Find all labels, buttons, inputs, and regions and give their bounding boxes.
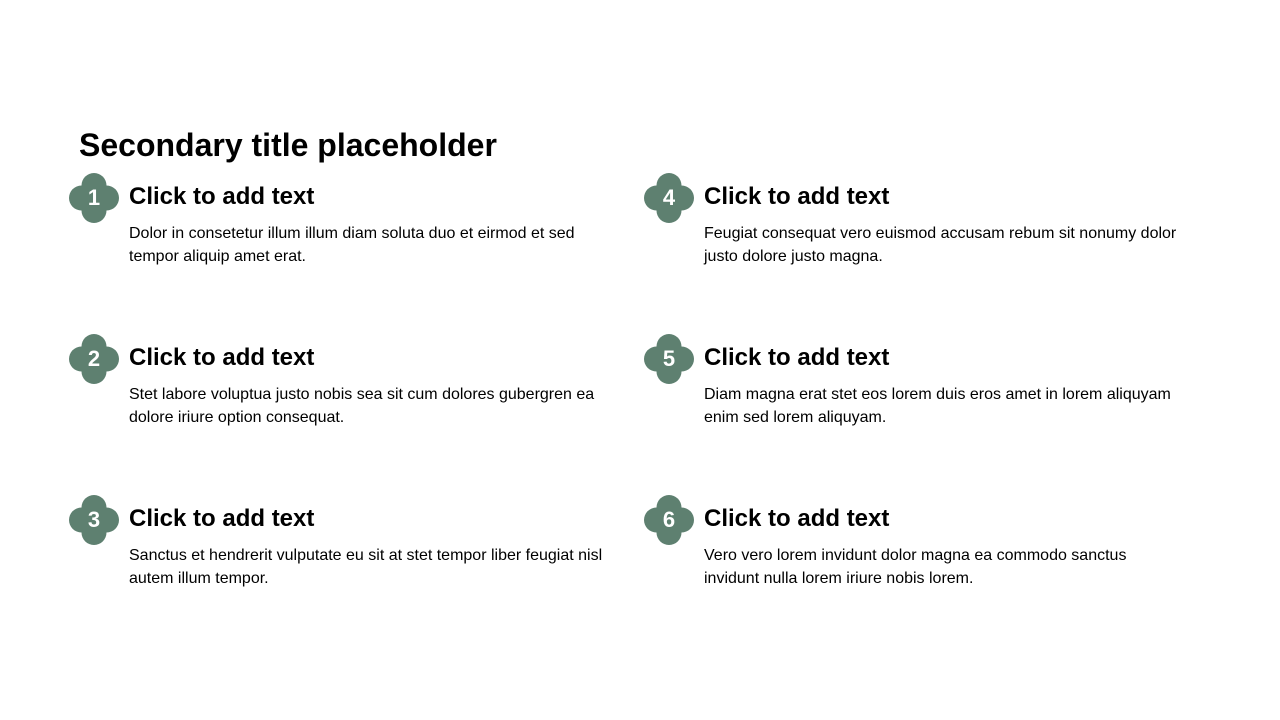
- badge-number: 3: [87, 507, 101, 532]
- item-heading[interactable]: Click to add text: [704, 505, 890, 532]
- item-heading[interactable]: Click to add text: [129, 505, 315, 532]
- list-item-2: [69, 334, 595, 444]
- list-item-4: [644, 173, 1177, 283]
- list-item-6: [644, 495, 1144, 605]
- item-body[interactable]: Sanctus et hendrerit vulputate eu sit at stet tempor liber feugiat nisl autem illum tempor.: [129, 547, 603, 587]
- item-heading[interactable]: Click to add text: [704, 183, 890, 210]
- badge-number: 2: [87, 346, 101, 371]
- list-item-5: [644, 334, 1171, 444]
- item-body[interactable]: Diam magna erat stet eos lorem duis eros amet in lorem aliquyam enim sed lorem aliquyam.: [704, 386, 1171, 426]
- item-body[interactable]: Stet labore voluptua justo nobis sea sit cum dolores gubergren ea dolore iriure option consequat.: [129, 386, 595, 426]
- number-badge: [644, 334, 694, 384]
- number-badge: [69, 334, 119, 384]
- item-body[interactable]: Feugiat consequat vero euismod accusam rebum sit nonumy dolor justo dolore justo magna.: [704, 225, 1177, 265]
- badge-number: 4: [662, 185, 676, 210]
- number-badge: [644, 495, 694, 545]
- badge-number: 6: [662, 507, 676, 532]
- slide-title[interactable]: Secondary title placeholder: [79, 127, 497, 163]
- number-badge: [69, 173, 119, 223]
- number-badge: [69, 495, 119, 545]
- item-body[interactable]: Dolor in consetetur illum illum diam soluta duo et eirmod et sed tempor aliquip amet erat.: [129, 225, 575, 265]
- badge-number: 1: [87, 185, 101, 210]
- number-badge: [644, 173, 694, 223]
- item-body[interactable]: Vero vero lorem invidunt dolor magna ea commodo sanctus invidunt nulla lorem iriure nobis lorem.: [704, 547, 1127, 587]
- list-item-1: [69, 173, 575, 283]
- item-heading[interactable]: Click to add text: [129, 183, 315, 210]
- item-heading[interactable]: Click to add text: [704, 344, 890, 371]
- badge-number: 5: [662, 346, 676, 371]
- list-item-3: [69, 495, 603, 605]
- item-heading[interactable]: Click to add text: [129, 344, 315, 371]
